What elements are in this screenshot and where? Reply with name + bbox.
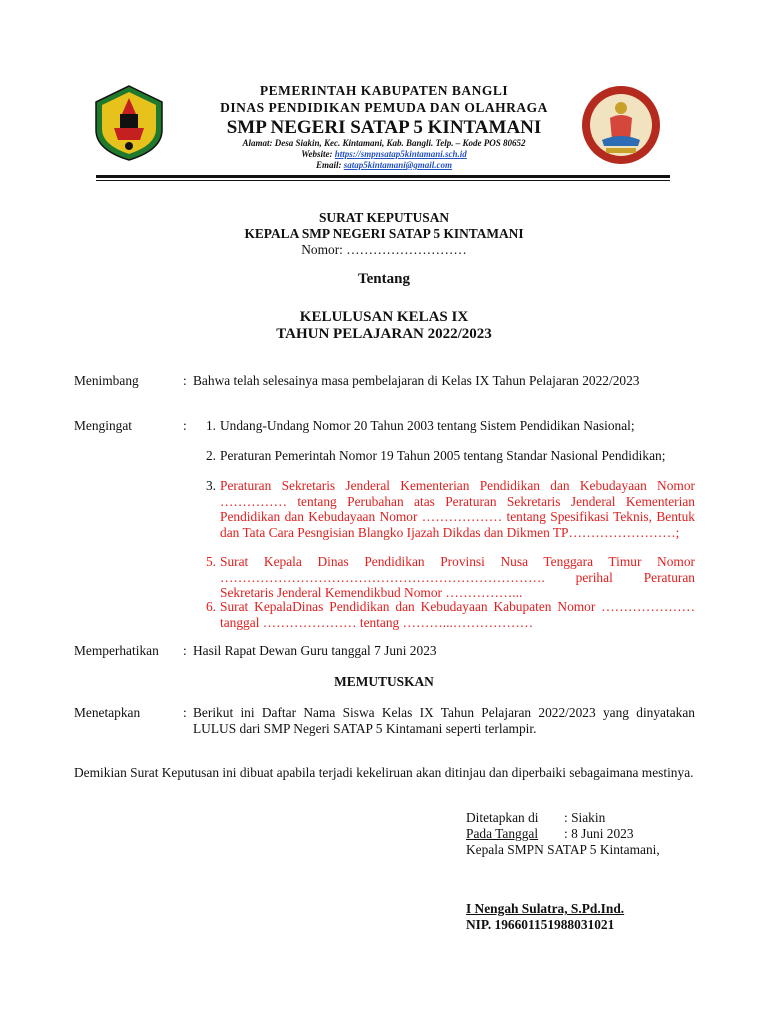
- signature-date-row: [466, 826, 634, 842]
- date-label: Pada Tanggal: [466, 826, 539, 841]
- signatory-nip: NIP. 196601151988031021: [466, 917, 615, 932]
- menimbang-label: Menimbang: [74, 373, 139, 388]
- mengingat-item-number: 5.: [205, 554, 216, 569]
- school-logo-icon: [580, 84, 662, 166]
- subject-line-2: TAHUN PELAJARAN 2022/2023: [276, 326, 492, 342]
- menetapkan-text: Berikut ini Daftar Nama Siswa Kelas IX Tahun Pelajaran 2022/2023 yang dinyatakan LULUS dari SMP Negeri SATAP 5 Kintamani seperti terlampir.: [193, 705, 695, 736]
- date-value: : 8 Juni 2023: [564, 826, 634, 841]
- letterhead-rule-thick: [96, 175, 670, 178]
- header-school-name: SMP NEGERI SATAP 5 KINTAMANI: [226, 117, 542, 138]
- header-address: Alamat: Desa Siakin, Kec. Kintamani, Kab. Bangli. Telp. – Kode POS 80652: [242, 138, 526, 148]
- memperhatikan-text: Hasil Rapat Dewan Guru tanggal 7 Juni 2023: [193, 643, 437, 658]
- place-label: Ditetapkan di: [466, 810, 539, 825]
- mengingat-item-number: 1.: [205, 418, 216, 433]
- signatory-name: I Nengah Sulatra, S.Pd.Ind.: [466, 901, 625, 916]
- email-label: Email:: [315, 160, 342, 170]
- mengingat-item-number: 2.: [205, 448, 216, 463]
- mengingat-colon: :: [183, 418, 187, 433]
- mengingat-label: Mengingat: [74, 418, 133, 433]
- letterhead: [94, 74, 674, 178]
- signature-position: Kepala SMPN SATAP 5 Kintamani,: [466, 842, 660, 857]
- mengingat-item: Peraturan Sekretaris Jenderal Kementerian Pendidikan dan Kebudayaan Nomor …………… tentang Perubahan atas Peraturan Sekretaris Jenderal Kementerian Pendidikan dan Kebudayaan Nomor ……………… tentang Spesifikasi Teknis, Bentuk dan Tata Cara Pesngisian Blangko Ijazah Dikdas dan Dikmen TP……………………;: [220, 478, 695, 540]
- memutuskan-heading: MEMUTUSKAN: [334, 674, 434, 689]
- closing-paragraph: Demikian Surat Keputusan ini dibuat apabila terjadi kekeliruan akan ditinjau dan diperbaiki sebagaimana mestinya.: [74, 765, 694, 780]
- email-link[interactable]: satap5kintamani@gmail.com: [343, 160, 453, 170]
- mengingat-item: Undang-Undang Nomor 20 Tahun 2003 tentang Sistem Pendidikan Nasional;: [220, 418, 635, 433]
- tentang-heading: Tentang: [358, 271, 410, 287]
- letterhead-rule-thin: [96, 180, 670, 181]
- website-link[interactable]: https://smpnsatap5kintamani.sch.id: [334, 149, 467, 159]
- menimbang-colon: :: [183, 373, 187, 388]
- place-value: : Siakin: [564, 810, 606, 825]
- mengingat-item: Peraturan Pemerintah Nomor 19 Tahun 2005 tentang Standar Nasional Pendidikan;: [220, 448, 666, 463]
- menimbang-text: Bahwa telah selesainya masa pembelajaran di Kelas IX Tahun Pelajaran 2022/2023: [193, 373, 640, 388]
- decree-number: Nomor: ………………………: [301, 242, 467, 257]
- website-label: Website:: [301, 149, 333, 159]
- mengingat-item: Surat Kepala Dinas Pendidikan Provinsi Nusa Tenggara Timur Nomor ………………………………………………………………. perihal Peraturan Sekretaris Jenderal Kemendikbud Nomor ……………...: [220, 554, 695, 600]
- memperhatikan-colon: :: [183, 643, 187, 658]
- header-email-line: [194, 160, 574, 171]
- mengingat-item-number: 6.: [205, 599, 216, 614]
- menetapkan-label: Menetapkan: [74, 705, 141, 720]
- header-department: DINAS PENDIDIKAN PEMUDA DAN OLAHRAGA: [220, 100, 548, 115]
- signature-place-row: [466, 810, 605, 826]
- header-government: PEMERINTAH KABUPATEN BANGLI: [259, 83, 509, 98]
- header-website-line: [194, 149, 574, 160]
- mengingat-item-number: 3.: [205, 478, 216, 493]
- memperhatikan-label: Memperhatikan: [74, 643, 159, 658]
- decree-title: SURAT KEPUTUSAN: [318, 210, 450, 225]
- menetapkan-colon: :: [183, 705, 187, 720]
- mengingat-item: Surat KepalaDinas Pendidikan dan Kebudayaan Kabupaten Nomor ………………… tanggal ………………… tentang ………...………………: [220, 599, 695, 630]
- bangli-regency-logo-icon: [94, 84, 164, 162]
- decree-issuer: KEPALA SMP NEGERI SATAP 5 KINTAMANI: [244, 226, 524, 241]
- subject-line-1: KELULUSAN KELAS IX: [299, 309, 469, 325]
